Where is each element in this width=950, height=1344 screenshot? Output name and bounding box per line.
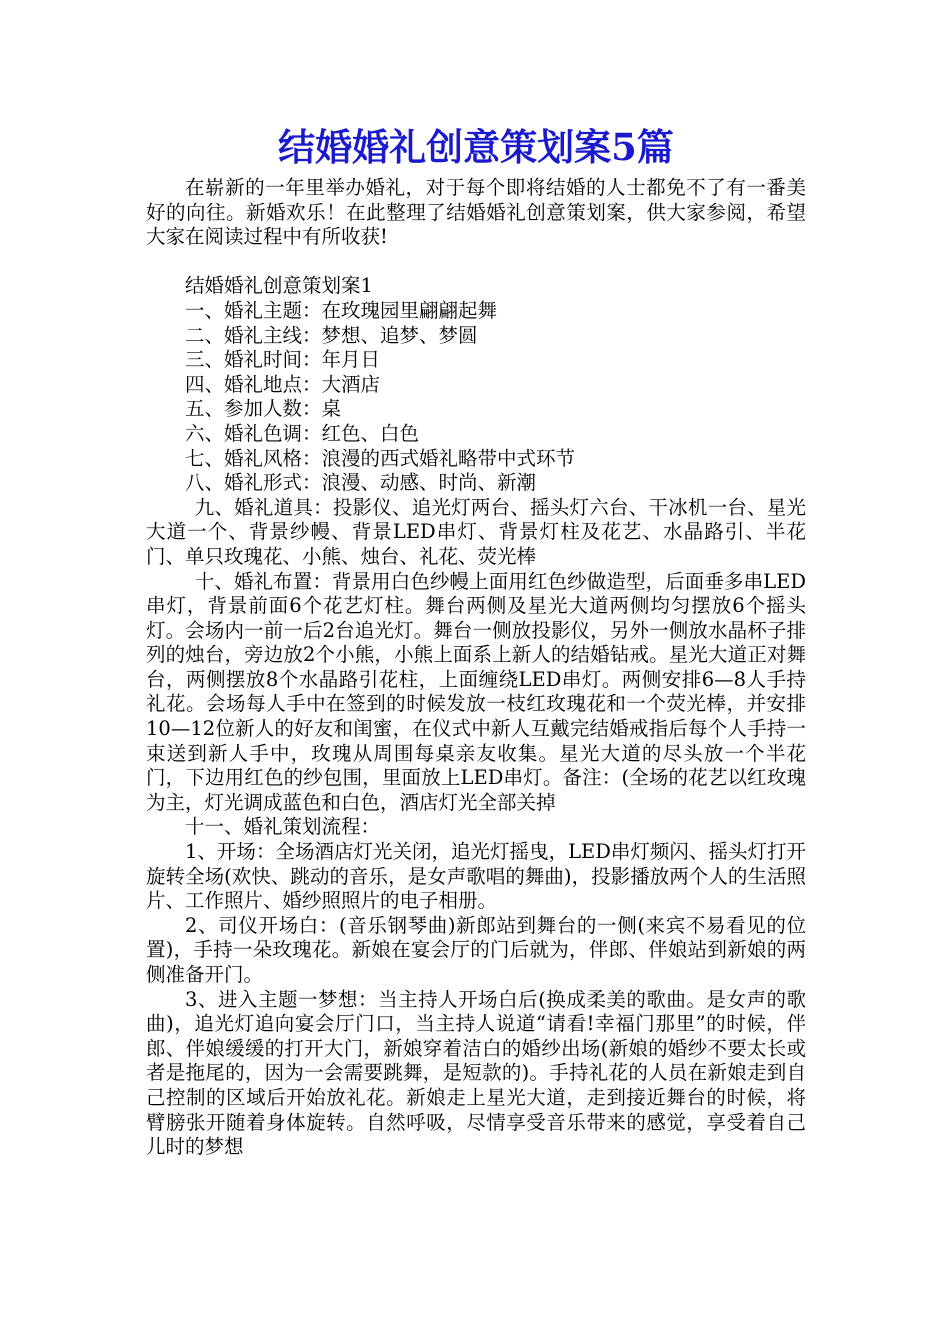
- process-step-2: 2、司仪开场白：(音乐钢琴曲)新郎站到舞台的一侧(来宾不易看见的位置)，手持一朵玫瑰花。新娘在宴会厅的门后就为，伴郎、伴娘站到新娘的两侧准备开门。: [146, 913, 806, 986]
- list-item-theme: 一、婚礼主题：在玫瑰园里翩翩起舞: [185, 298, 498, 322]
- process-heading: 十一、婚礼策划流程：: [185, 815, 381, 839]
- list-item-form: 八、婚礼形式：浪漫、动感、时尚、新潮: [185, 471, 537, 495]
- paragraph-gap: [146, 250, 806, 275]
- process-step-3: 3、进入主题一梦想：当主持人开场白后(换成柔美的歌曲。是女声的歌曲)，追光灯追向宴会厅门口，当主持人说道“请看!幸福门那里”的时候，伴郎、伴娘缓缓的打开大门，新娘穿着洁白的婚纱出场(新娘的婚纱不要太长或者是拖尾的，因为一会需要跳舞，是短款的)。手持礼花的人员在新娘走到自己控制的区域后开始放礼花。新娘走上星光大道，走到接近舞台的时候，将臂膀张开随着身体旋转。自然呼吸，尽情享受音乐带来的感觉，享受着自己儿时的梦想: [146, 987, 806, 1159]
- document-page: [146, 118, 806, 1160]
- section-heading: 结婚婚礼创意策划案1: [185, 274, 373, 298]
- list-item-style: 七、婚礼风格：浪漫的西式婚礼略带中式环节: [185, 446, 576, 470]
- list-item-colors: 六、婚礼色调：红色、白色: [185, 421, 420, 445]
- document-title: 结婚婚礼创意策划案5篇: [278, 125, 674, 169]
- list-item-time: 三、婚礼时间：年月日: [185, 348, 381, 372]
- list-item-venue: 四、婚礼地点：大酒店: [185, 372, 381, 396]
- list-item-guests: 五、参加人数：桌: [185, 397, 342, 421]
- intro-paragraph: 在崭新的一年里举办婚礼，对于每个即将结婚的人士都免不了有一番美好的向往。新婚欢乐！在此整理了结婚婚礼创意策划案，供大家参阅，希望大家在阅读过程中有所收获!: [146, 176, 806, 249]
- props-paragraph: 九、婚礼道具：投影仪、追光灯两台、摇头灯六台、干冰机一台、星光大道一个、背景纱幔、背景LED串灯、背景灯柱及花艺、水晶路引、半花门、单只玫瑰花、小熊、烛台、礼花、荧光棒: [146, 495, 806, 568]
- layout-paragraph: 十、婚礼布置：背景用白色纱幔上面用红色纱做造型，后面垂多串LED串灯，背景前面6个花艺灯柱。舞台两侧及星光大道两侧均匀摆放6个摇头灯。会场内一前一后2台追光灯。舞台一侧放投影仪，另外一侧放水晶杯子排列的烛台，旁边放2个小熊，小熊上面系上新人的结婚钻戒。星光大道正对舞台，两侧摆放8个水晶路引花柱，上面缠绕LED串灯。两侧安排6—8人手持礼花。会场每人手中在签到的时候发放一枝红玫瑰花和一个荧光棒，并安排10—12位新人的好友和闺蜜，在仪式中新人互戴完结婚戒指后每个人手持一束送到新人手中，玫瑰从周围每桌亲友收集。星光大道的尽头放一个半花门，下边用红色的纱包围，里面放上LED串灯。备注：(全场的花艺以红玫瑰为主，灯光调成蓝色和白色，酒店灯光全部关掉: [146, 569, 806, 814]
- list-item-mainline: 二、婚礼主线：梦想、追梦、梦圆: [185, 323, 478, 347]
- process-step-1: 1、开场：全场酒店灯光关闭，追光灯摇曳，LED串灯频闪、摇头灯打开旋转全场(欢快、跳动的音乐，是女声歌唱的舞曲)，投影播放两个人的生活照片、工作照片、婚纱照照片的电子相册。: [146, 840, 806, 913]
